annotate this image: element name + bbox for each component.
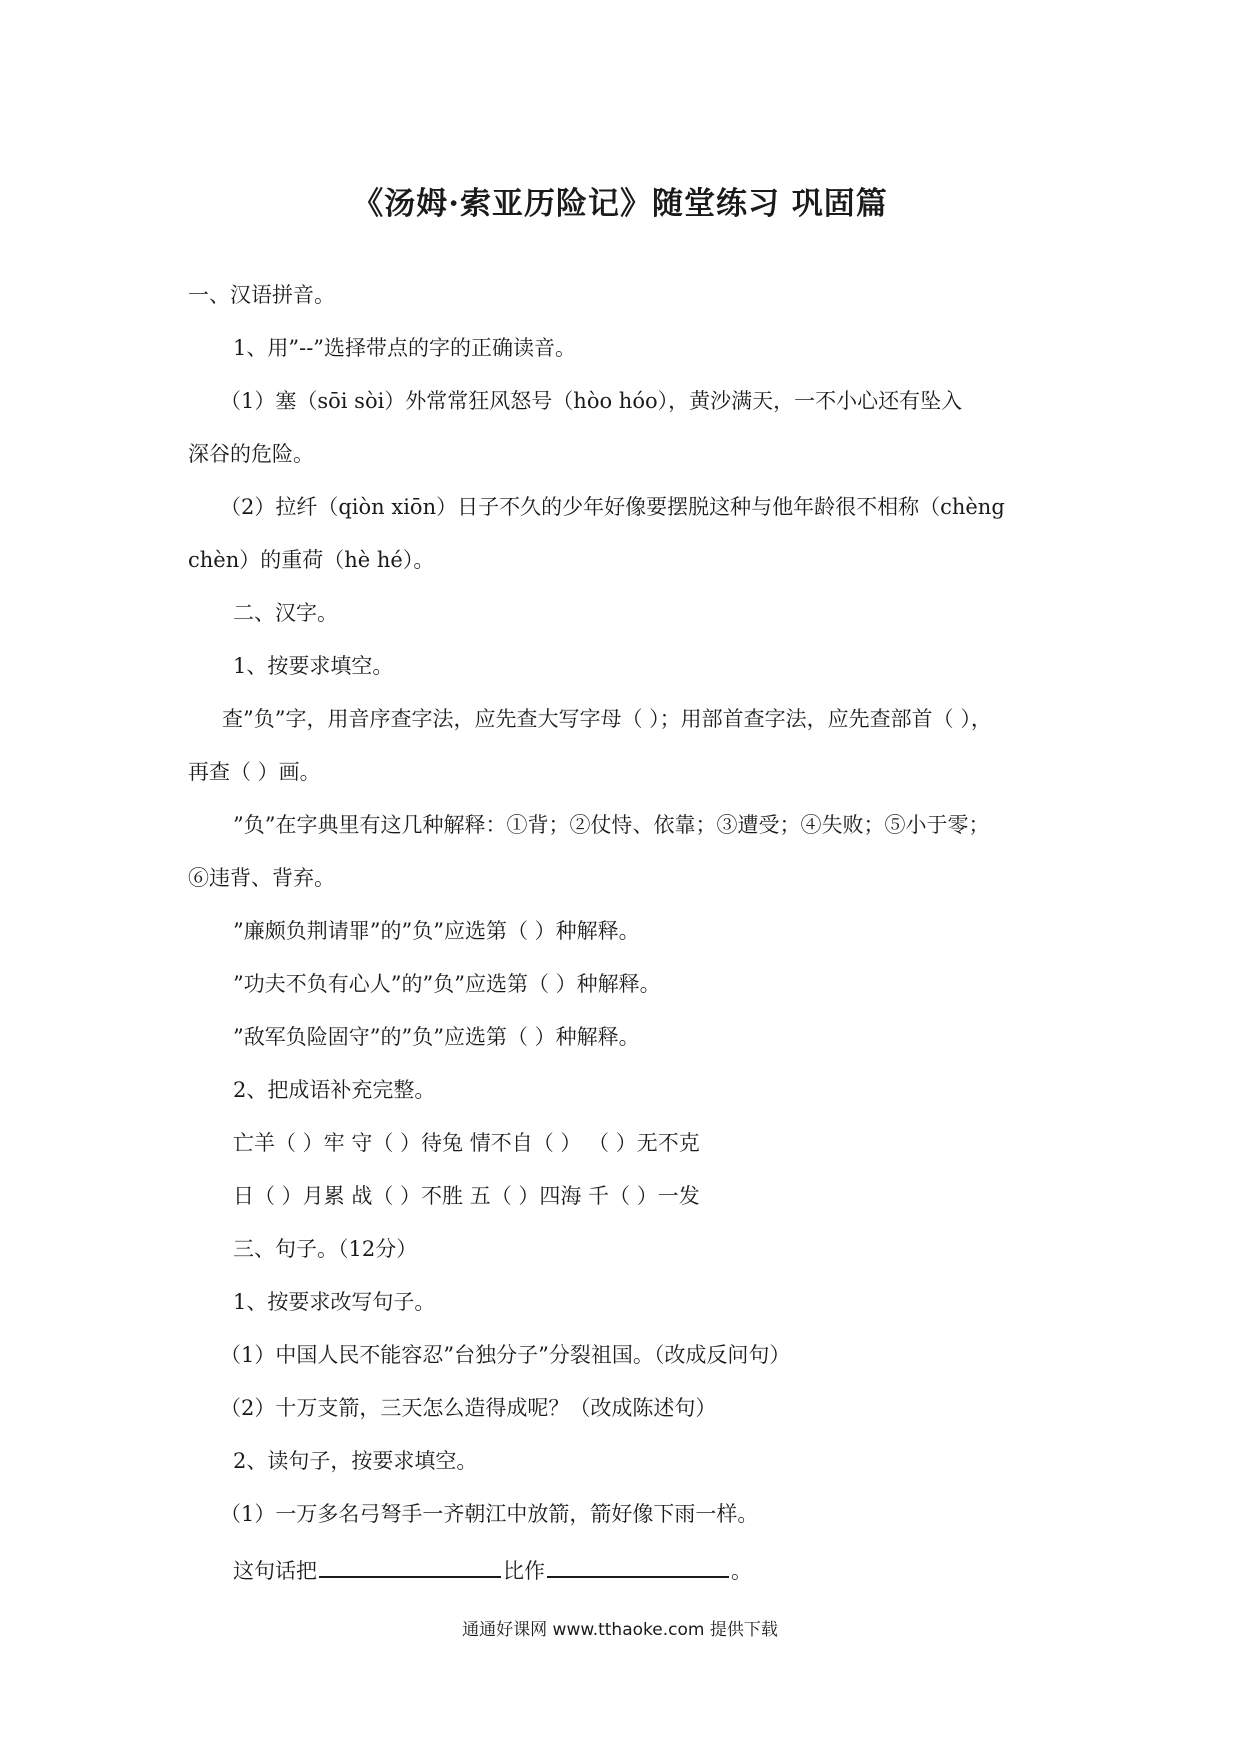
question-text: 1、按要求改写句子。: [233, 1290, 436, 1314]
section-heading-pinyin: 一、汉语拼音。: [188, 283, 335, 307]
question-text: （2）拉纤（qiòn xiōn）日子不久的少年好像要摆脱这种与他年龄很不相称（chèng: [220, 495, 1005, 519]
fill-text: 。: [731, 1559, 752, 1583]
question-text: ”廉颇负荆请罪”的”负”应选第（ ）种解释。: [233, 919, 640, 943]
question-text: 再查（ ）画。: [188, 760, 321, 784]
fill-in-sentence: [233, 1552, 752, 1586]
question-text: （1）一万多名弓弩手一齐朝江中放箭，箭好像下雨一样。: [220, 1502, 759, 1526]
question-text: ⑥违背、背弃。: [188, 866, 335, 890]
question-text: 查”负”字，用音序查字法，应先查大写字母（ ）；用部首查字法，应先查部首（ ），: [222, 707, 992, 731]
question-text: 2、读句子，按要求填空。: [233, 1449, 478, 1473]
question-text: ”负”在字典里有这几种解释：①背；②仗恃、依靠；③遭受；④失败；⑤小于零；: [233, 813, 990, 837]
question-text: 日（ ）月累 战（ ）不胜 五（ ）四海 千（ ）一发: [233, 1184, 700, 1208]
question-text: 1、用”--”选择带点的字的正确读音。: [233, 336, 577, 360]
question-text: chèn）的重荷（hè hé）。: [188, 548, 435, 572]
question-text: （1）塞（sōi sòi）外常常狂风怒号（hòo hóo），黄沙满天，一不小心还有坠入: [220, 389, 963, 413]
question-text: ”功夫不负有心人”的”负”应选第（ ）种解释。: [233, 972, 661, 996]
section-heading-hanzi: 二、汉字。: [233, 601, 338, 625]
question-text: 1、按要求填空。: [233, 654, 394, 678]
question-text: （2）十万支箭，三天怎么造得成呢？（改成陈述句）: [220, 1396, 717, 1420]
question-text: ”敌军负险固守”的”负”应选第（ ）种解释。: [233, 1025, 640, 1049]
question-text: 深谷的危险。: [188, 442, 314, 466]
fill-text: 这句话把: [233, 1559, 317, 1583]
answer-blank[interactable]: [547, 1552, 729, 1578]
fill-text: 比作: [503, 1559, 545, 1583]
question-text: （1）中国人民不能容忍”台独分子”分裂祖国。（改成反问句）: [220, 1343, 791, 1367]
footer-source: 通通好课网 www.tthaoke.com 提供下载: [462, 1620, 778, 1640]
answer-blank[interactable]: [319, 1552, 501, 1578]
page-title: 《汤姆·索亚历险记》随堂练习 巩固篇: [352, 186, 888, 222]
question-text: 亡羊（ ）牢 守（ ）待兔 情不自（ ） （ ）无不克: [233, 1131, 700, 1155]
section-heading-sentence: 三、句子。（12分）: [233, 1237, 418, 1261]
question-text: 2、把成语补充完整。: [233, 1078, 436, 1102]
